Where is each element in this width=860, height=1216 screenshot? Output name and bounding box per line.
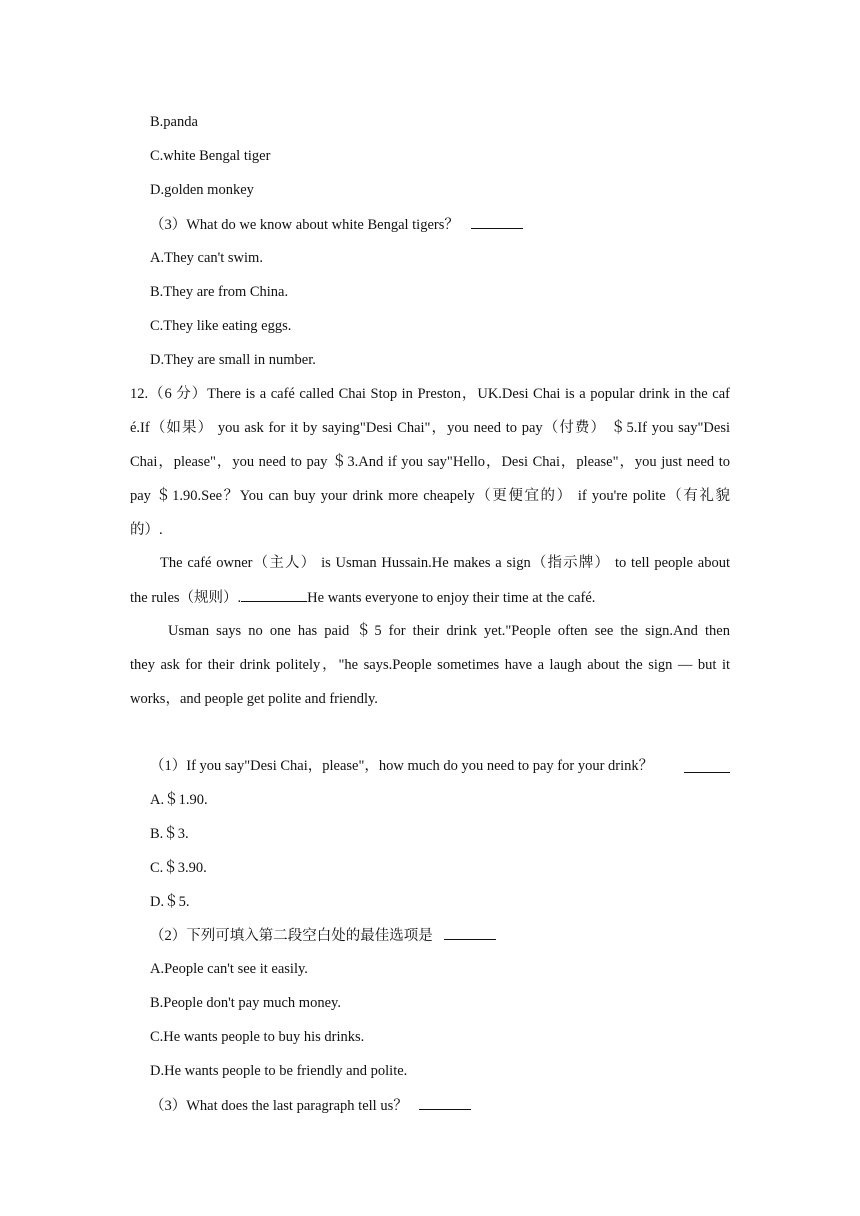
option-d: D.He wants people to be friendly and polite.: [150, 1063, 408, 1079]
passage-line: The café owner（主人） is Usman Hussain.He makes a sign（指示牌） to tell people about: [160, 555, 730, 571]
option-c: C.They like eating eggs.: [150, 318, 292, 334]
option-b: B.They are from China.: [150, 284, 289, 300]
passage-line: pay ＄1.90.See？You can buy your drink more cheapely（更便宜的） if you're polite（有礼貌: [130, 488, 730, 504]
question-text: （3）What does the last paragraph tell us？: [150, 1098, 408, 1114]
passage-line: [130, 587, 730, 608]
question-text: （1）If you say"Desi Chai，please"，how much do you need to pay for your drink？: [150, 758, 654, 774]
question-11-3: [150, 214, 523, 235]
option-b: B.＄3.: [150, 826, 189, 842]
question-text: （3）What do we know about white Bengal tigers？: [150, 217, 459, 233]
option-a: A.They can't swim.: [150, 250, 263, 266]
passage-blank: [241, 587, 307, 602]
passage-line: Usman says no one has paid ＄5 for their drink yet."People often see the sign.And then: [168, 623, 730, 639]
question-text: （2）下列可填入第二段空白处的最佳选项是: [150, 928, 433, 944]
passage-line: they ask for their drink politely，"he says.People sometimes have a laugh about the sign — but it: [130, 657, 730, 673]
option-d: D.They are small in number.: [150, 352, 316, 368]
question-12-2: [150, 925, 496, 946]
passage-line: 12.（6 分）There is a café called Chai Stop in Preston，UK.Desi Chai is a popular drink in the caf: [130, 386, 730, 402]
passage-text: He wants everyone to enjoy their time at the café.: [307, 590, 596, 606]
option-a: A.＄1.90.: [150, 792, 208, 808]
passage-line: é.If（如果） you ask for it by saying"Desi Chai"，you need to pay（付费） ＄5.If you say"Desi: [130, 420, 730, 436]
option-b: B.People don't pay much money.: [150, 995, 341, 1011]
question-12-3: [150, 1095, 471, 1116]
option-a: A.People can't see it easily.: [150, 961, 308, 977]
passage-text: the rules（规则）.: [130, 590, 242, 606]
passage-line: Chai，please"，you need to pay ＄3.And if you say"Hello，Desi Chai，please"，you just need to: [130, 454, 730, 470]
option-c: C.＄3.90.: [150, 860, 207, 876]
answer-blank: [444, 925, 496, 940]
option-c: C.He wants people to buy his drinks.: [150, 1029, 365, 1045]
passage-line: works，and people get polite and friendly.: [130, 691, 378, 707]
option-d: D.＄5.: [150, 894, 190, 910]
option-b: B.panda: [150, 114, 198, 130]
option-d: D.golden monkey: [150, 182, 254, 198]
answer-blank: [471, 214, 523, 229]
answer-blank: [419, 1095, 471, 1110]
option-c: C.white Bengal tiger: [150, 148, 271, 164]
question-12-1: [150, 756, 730, 776]
passage-line: 的）.: [130, 522, 163, 538]
answer-blank: [684, 758, 730, 773]
